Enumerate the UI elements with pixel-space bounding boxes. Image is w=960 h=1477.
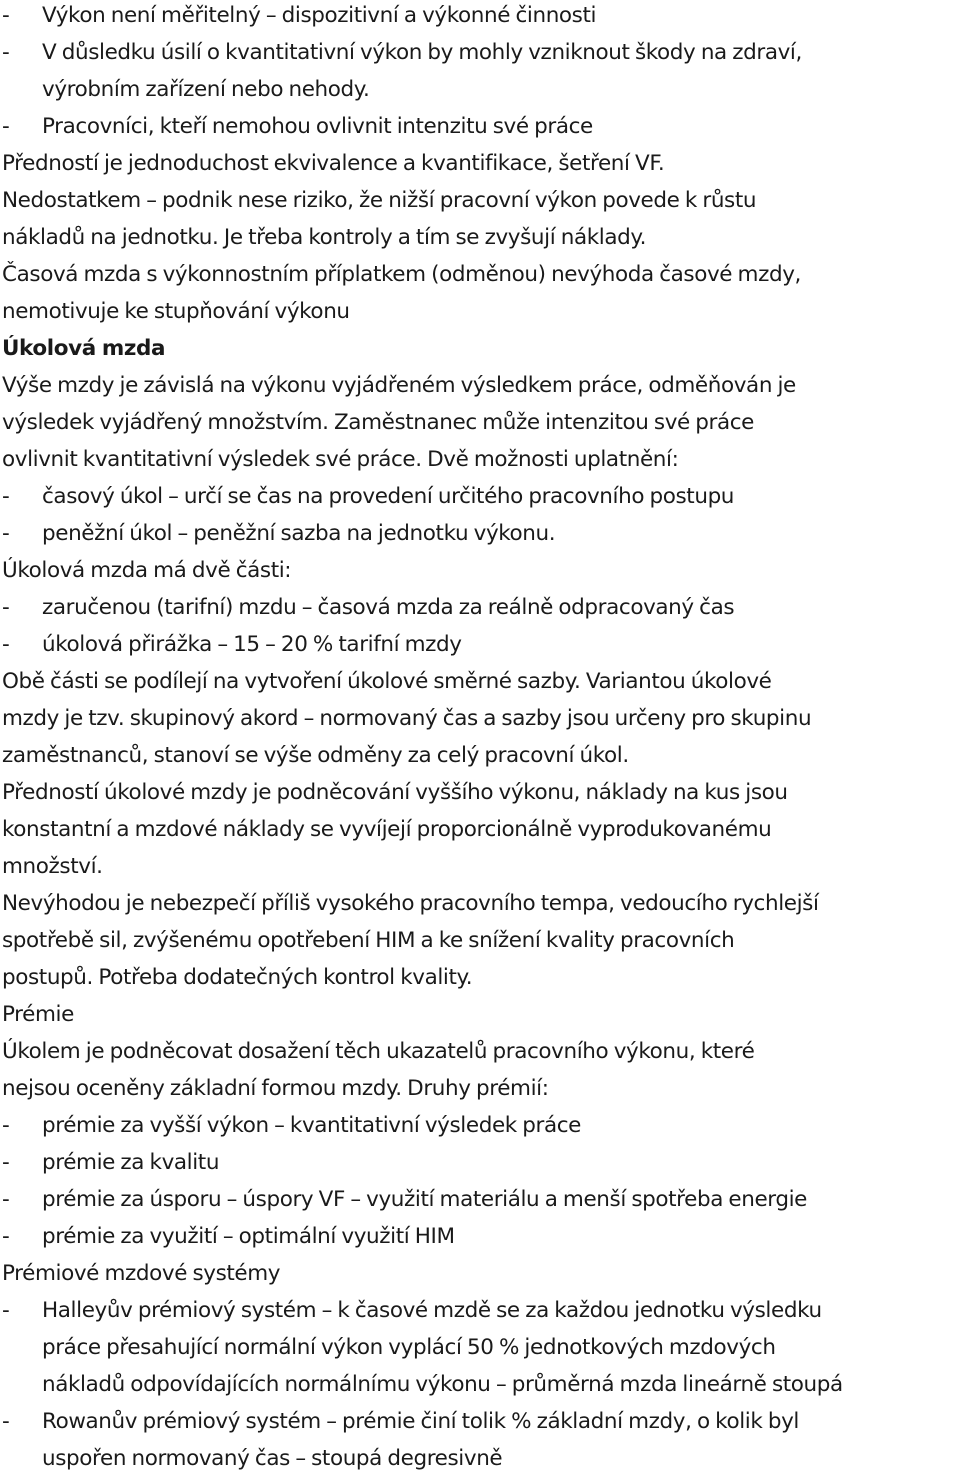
line-text: zaručenou (tarifní) mzdu – časová mzda za reálně odpracovaný čas [42,595,735,620]
bullet-dash: - [2,1409,10,1434]
line-text: ovlivnit kvantitativní výsledek své práce. Dvě možnosti uplatnění: [2,447,679,472]
text-line [2,478,958,515]
bullet-dash: - [2,1224,10,1249]
line-text: postupů. Potřeba dodatečných kontrol kvality. [2,965,473,990]
line-text: nejsou oceněny základní formou mzdy. Druhy prémií: [2,1076,549,1101]
line-text: Nedostatkem – podnik nese riziko, že nižší pracovní výkon povede k růstu [2,188,757,213]
text-line [2,0,958,34]
bullet-dash: - [2,1113,10,1138]
text-line [2,1329,958,1366]
line-text: práce přesahující normální výkon vyplácí 50 % jednotkových mzdových [42,1335,776,1360]
line-text: Úkolem je podněcovat dosažení těch ukazatelů pracovního výkonu, které [2,1039,755,1064]
line-text: peněžní úkol – peněžní sazba na jednotku výkonu. [42,521,556,546]
line-text: mzdy je tzv. skupinový akord – normovaný čas a sazby jsou určeny pro skupinu [2,706,812,731]
line-text: výsledek vyjádřený množstvím. Zaměstnanec může intenzitou své práce [2,410,755,435]
line-text: Nevýhodou je nebezpečí příliš vysokého pracovního tempa, vedoucího rychlejší [2,891,819,916]
text-line [2,1144,958,1181]
line-text: Rowanův prémiový systém – prémie činí tolik % základní mzdy, o kolik byl [42,1409,799,1434]
bullet-dash: - [2,521,10,546]
bullet-dash: - [2,1187,10,1212]
heading-text: Úkolová mzda [2,336,166,361]
bullet-dash: - [2,3,10,28]
line-text: zaměstnanců, stanoví se výše odměny za celý pracovní úkol. [2,743,629,768]
text-line [2,1033,958,1070]
line-text: výrobním zařízení nebo nehody. [42,77,370,102]
line-text: nákladů na jednotku. Je třeba kontroly a tím se zvyšují náklady. [2,225,647,250]
line-text: spotřebě sil, zvýšenému opotřebení HIM a ke snížení kvality pracovních [2,928,735,953]
line-text: množství. [2,854,103,879]
line-text: Úkolová mzda má dvě části: [2,558,292,583]
text-line [2,589,958,626]
text-line [2,182,958,219]
text-line [2,737,958,774]
line-text: Výše mzdy je závislá na výkonu vyjádřeném výsledkem práce, odměňován je [2,373,796,398]
text-line [2,367,958,404]
text-line [2,293,958,330]
line-text: prémie za úsporu – úspory VF – využití materiálu a menší spotřeba energie [42,1187,808,1212]
text-line [2,404,958,441]
line-text: nákladů odpovídajících normálnímu výkonu – průměrná mzda lineárně stoupá [42,1372,843,1397]
text-line [2,441,958,478]
section-heading [2,330,958,367]
text-line [2,885,958,922]
heading-text: Prémiové mzdové systémy [2,1261,281,1286]
text-line [2,1181,958,1218]
text-line [2,1070,958,1107]
text-line [2,552,958,589]
text-line [2,811,958,848]
text-line [2,848,958,885]
text-line [2,256,958,293]
line-text: Časová mzda s výkonnostním příplatkem (odměnou) nevýhoda časové mzdy, [2,262,801,287]
line-text: Halleyův prémiový systém – k časové mzdě se za každou jednotku výsledku [42,1298,822,1323]
text-line [2,1440,958,1477]
text-line [2,145,958,182]
text-line [2,1107,958,1144]
text-line [2,626,958,663]
line-text: prémie za využití – optimální využití HIM [42,1224,455,1249]
line-text: V důsledku úsilí o kvantitativní výkon by mohly vzniknout škody na zdraví, [42,40,802,65]
bullet-dash: - [2,632,10,657]
heading-text: Prémie [2,1002,74,1027]
section-heading [2,1255,958,1292]
text-line [2,1366,958,1403]
text-line [2,108,958,145]
line-text: prémie za vyšší výkon – kvantitativní výsledek práce [42,1113,581,1138]
text-line [2,922,958,959]
text-line [2,71,958,108]
text-line [2,663,958,700]
line-text: uspořen normovaný čas – stoupá degresivně [42,1446,503,1471]
section-heading [2,996,958,1033]
line-text: konstantní a mzdové náklady se vyvíjejí proporcionálně vyprodukovanému [2,817,772,842]
line-text: Obě části se podílejí na vytvoření úkolové směrné sazby. Variantou úkolové [2,669,772,694]
document-page [2,0,958,1477]
bullet-dash: - [2,484,10,509]
text-line [2,1403,958,1440]
bullet-dash: - [2,1298,10,1323]
bullet-dash: - [2,595,10,620]
line-text: Předností úkolové mzdy je podněcování vyššího výkonu, náklady na kus jsou [2,780,788,805]
line-text: Předností je jednoduchost ekvivalence a kvantifikace, šetření VF. [2,151,665,176]
line-text: Výkon není měřitelný – dispozitivní a výkonné činnosti [42,3,597,28]
text-line [2,515,958,552]
text-line [2,1218,958,1255]
text-line [2,34,958,71]
text-line [2,1292,958,1329]
line-text: úkolová přirážka – 15 – 20 % tarifní mzdy [42,632,462,657]
bullet-dash: - [2,114,10,139]
text-line [2,219,958,256]
text-line [2,774,958,811]
bullet-dash: - [2,1150,10,1175]
line-text: nemotivuje ke stupňování výkonu [2,299,350,324]
text-line [2,700,958,737]
line-text: Pracovníci, kteří nemohou ovlivnit intenzitu své práce [42,114,593,139]
text-line [2,959,958,996]
line-text: časový úkol – určí se čas na provedení určitého pracovního postupu [42,484,735,509]
bullet-dash: - [2,40,10,65]
line-text: prémie za kvalitu [42,1150,220,1175]
